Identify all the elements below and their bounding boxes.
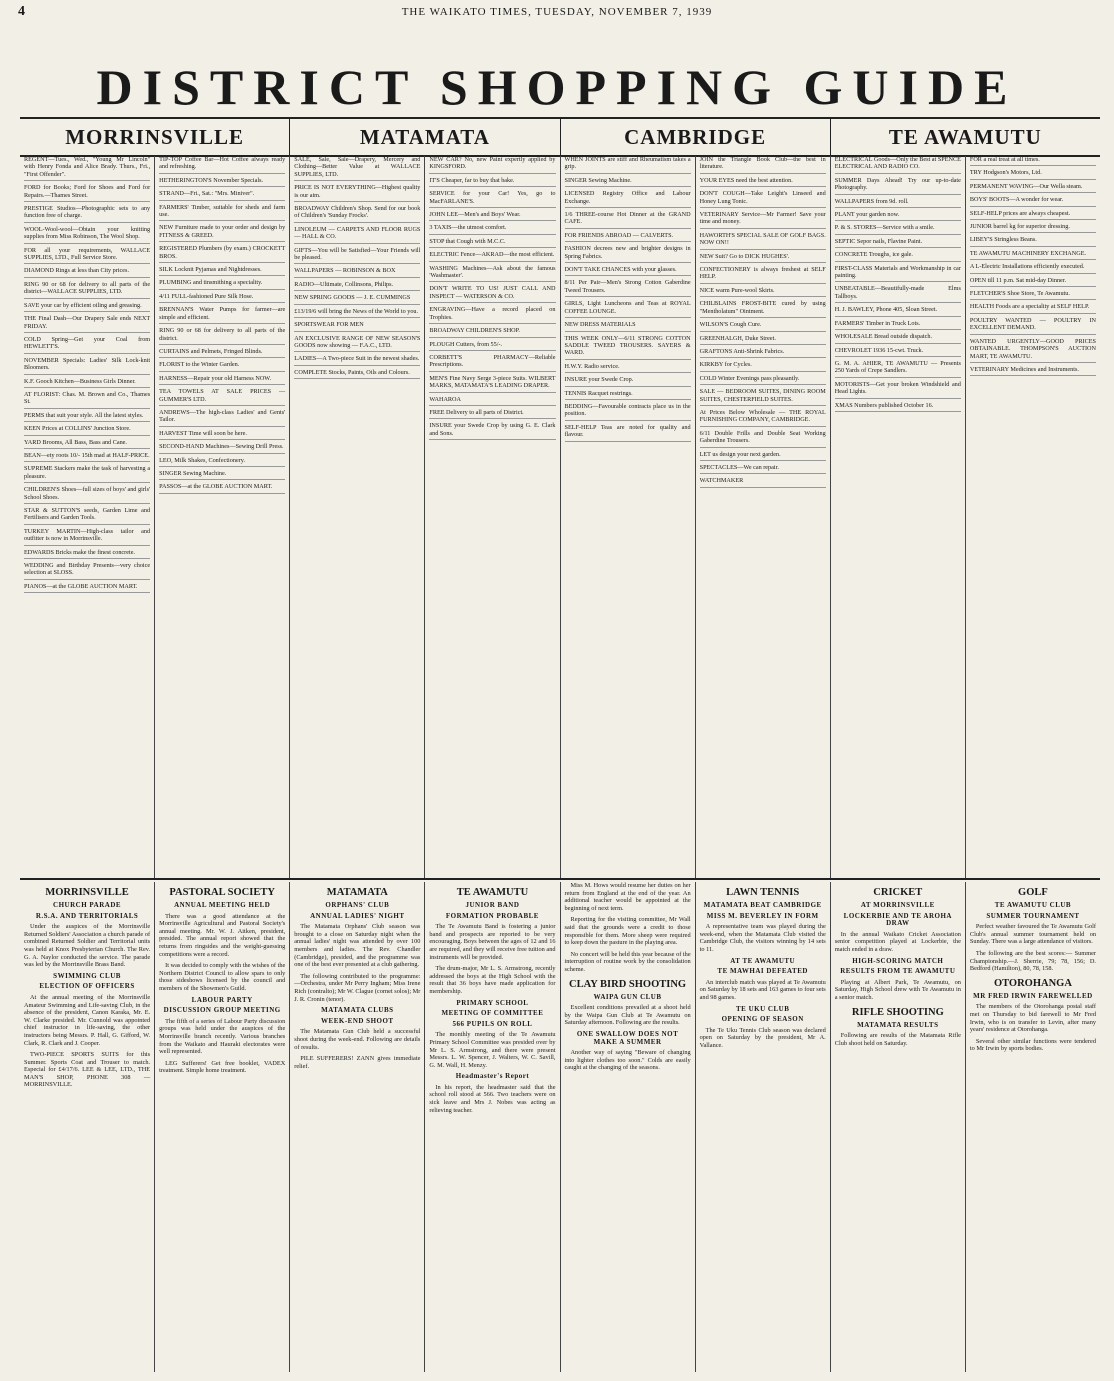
article-subheading: Headmaster's Report <box>455 1072 530 1081</box>
classified-ad: WANTED URGENTLY—GOOD PRICES OBTAINABLE. THOMPSON'S AUCTION MART, TE AWAMUTU. <box>970 338 1096 363</box>
news-column <box>696 882 831 1372</box>
article-paragraph: Perfect weather favoured the Te Awamutu Golf Club's annual summer tournament held on Sunday. There was a large attendance of visitors. <box>969 923 1096 946</box>
classified-ad: GRAFTONS Anti-Shrink Fabrics. <box>700 348 826 358</box>
classified-ad: THIS WEEK ONLY—6/11 STRONG COTTON SADDLE TWEED TROUSERS. SAYERS & WARD. <box>565 335 691 360</box>
article-subheading: MEETING OF COMMITTEE <box>441 1009 544 1018</box>
classified-ad: TENNIS Racquet restrings. <box>565 390 691 400</box>
classified-ad: SINGER Sewing Machine. <box>159 470 285 480</box>
article-subheading: AT TE AWAMUTU <box>730 956 796 965</box>
classified-ad: FREE Delivery to all parts of District. <box>429 409 555 419</box>
classified-ad: YOUR EYES need the best attention. <box>700 177 826 187</box>
classified-ad: REGENT—Tues., Wed., "Young Mr Lincoln" with Henry Fonda and Alice Brady. Thurs., Fri., "First Offender". <box>24 156 150 181</box>
classified-ad: SAVE your car by efficient oiling and greasing. <box>24 302 150 312</box>
classified-ad: WASHING Machines—Ask about the famous 'Washmaster'. <box>429 265 555 283</box>
classified-ad: G. M. A. AHIER, TE AWAMUTU — Presents 250 Yards of Crepe Sandlers. <box>835 360 961 378</box>
article-paragraph: The monthly meeting of the Te Awamutu Primary School Committee was presided over by Mr L. S. Armstrong, and there were present Messrs. L. W. Spencer, J. Walters, W. C. Savill, G. M. Wall, H. Menzy. <box>429 1031 556 1069</box>
classified-ad: ENGRAVING—Have a record placed on Trophies. <box>429 306 555 324</box>
classified-ad: WILSON'S Cough Cure. <box>700 321 826 331</box>
classified-ad: WEDDING and Birthday Presents—very choice selection at SLOSS. <box>24 562 150 580</box>
article-paragraph: At the annual meeting of the Morrinsville Amateur Swimming and Life-saving Club, in the absence of the president, Canon Karaka, Mr. E. W. Clarke presided. Mr. Cunnold was appointed chief instructor in life-saving, the other instructors being Messrs. P. Hall, G. Gifford, W. Clark, R. Clark and J. Cooper. <box>24 993 151 1047</box>
classified-ad: TE AWAMUTU MACHINERY EXCHANGE. <box>970 250 1096 260</box>
classified-ad: CHILBLAINS FROST-BITE cured by using "Mentholatum" Ointment. <box>700 300 826 318</box>
article-subheading: TE AWAMUTU CLUB <box>994 901 1072 909</box>
article-paragraph: Another way of saying "Beware of changing into lighter clothes too soon." Colds are easily caught at the changing of the seasons. <box>564 1049 691 1072</box>
classified-ad: COMPLETE Stocks, Paints, Oils and Colours. <box>294 369 420 379</box>
town-heading: MATAMATA <box>290 119 560 155</box>
classified-ad: LINOLEUM — CARPETS AND FLOOR RUGS — HALL & CO. <box>294 226 420 244</box>
article-headline: MATAMATA <box>326 887 388 898</box>
classified-ad: FLETCHER'S Shoe Store, Te Awamutu. <box>970 290 1096 300</box>
classified-ad: CURTAINS and Pelmets, Fringed Blinds. <box>159 348 285 358</box>
article-paragraph: The Matamata Orphans' Club season was brought to a close on Saturday night when the annual ladies' night was attended by over 100 members and ladies. The Rev. Chandler (Cambridge), presided, and the programme was one of the best ever presented at a club gathering. <box>294 923 421 969</box>
classified-ad: KEEN Prices at COLLINS' Junction Store. <box>24 425 150 435</box>
article-subheading: 566 PUPILS ON ROLL <box>452 1019 533 1028</box>
article-subheading: AT MORRINSVILLE <box>860 901 935 909</box>
page-header <box>0 4 1114 22</box>
classified-ad: RING 90 or 68 for delivery to all parts of the district. <box>159 327 285 345</box>
classified-ad: JOIN the Triangle Book Club—the best in literature. <box>700 156 826 174</box>
article-paragraph: Several other similar functions were tendered to Mr Irwin by sports bodies. <box>969 1037 1096 1053</box>
classified-ad: JUNIOR barrel kg for superior dressing. <box>970 223 1096 233</box>
classified-ad: GIFTS—You will be Satisfied—Your Friends will be pleased. <box>294 247 420 265</box>
article-paragraph: The following contributed to the programme:—Orchestra, under Mr Perry Ingham; Miss Irene Rich (contralto); Mr W. Clague (cornet solos); Mr J. R. Cronin (tenor). <box>294 972 421 1003</box>
classified-ad: CHILDREN'S Shoes—full sizes of boys' and girls' School Shoes. <box>24 486 150 504</box>
town-heading: TE AWAMUTU <box>888 125 1042 149</box>
article-headline: GOLF <box>1018 887 1048 898</box>
news-section <box>20 882 1100 1372</box>
classified-ad: WATCHMAKER <box>700 477 826 487</box>
ad-column <box>425 156 560 878</box>
article-paragraph: Playing at Albert Park, Te Awamutu, on Saturday, High School drew with Te Awamutu in a senior match. <box>834 978 961 1001</box>
article-paragraph: The fifth of a series of Labour Party discussion groups was held under the auspices of the Morrinsville branch recently. Various branches from the Waikato and Hauraki electorates were well represented. <box>159 1017 286 1056</box>
masthead: THE WAIKATO TIMES, TUESDAY, NOVEMBER 7, 1939 <box>401 6 713 18</box>
classified-ad: HETHERINGTON'S November Specials. <box>159 177 285 187</box>
article-paragraph: LEG Sufferers! Get free booklet, VADEX treatment. Simple home treatment. <box>159 1059 286 1075</box>
classified-ad: PLANT your garden now. <box>835 211 961 221</box>
classified-ad: DON'T WRITE TO US! JUST CALL AND INSPECT — WATERSON & CO. <box>429 285 555 303</box>
classified-ad: TRY Hodgson's Motors, Ltd. <box>970 169 1096 179</box>
classified-ad: OPEN till 11 p.m. Sat mid-day Dinner. <box>970 277 1096 287</box>
article-paragraph: PILE SUFFERERS! ZANN gives immediate relief. <box>294 1055 421 1070</box>
classified-ad: LEO, Milk Shakes, Confectionery. <box>159 457 285 467</box>
article-subheading: LOCKERBIE AND TE AROHA DRAW <box>843 911 952 928</box>
article-subheading: ORPHANS' CLUB <box>325 901 390 909</box>
ad-column <box>831 156 966 878</box>
classified-ad: MOTORISTS—Get your broken Windshield and Head Lights. <box>835 381 961 399</box>
classified-ad: FARMERS' Timber in Truck Lots. <box>835 320 961 330</box>
classified-ad: PERMANENT WAVING—Our Wella steam. <box>970 183 1096 193</box>
page-number: 4 <box>18 4 25 19</box>
classified-ad: SPECTACLES—We can repair. <box>700 464 826 474</box>
classified-ad: VETERINARY Medicines and Instruments. <box>970 366 1096 376</box>
classified-ad: COLD Spring—Get your Coal from HEWLETT'S. <box>24 336 150 354</box>
classified-ad: SELF-HELP prices are always cheapest. <box>970 210 1096 220</box>
article-subheading: ANNUAL LADIES' NIGHT <box>310 911 405 920</box>
page-banner: DISTRICT SHOPPING GUIDE <box>96 59 1018 115</box>
classified-ad: 4/11 FULL-fashioned Pure Silk Hose. <box>159 293 285 303</box>
classified-ad: ELECTRIC Fence—AKRAD—the most efficient. <box>429 251 555 261</box>
article-headline: OTOROHANGA <box>993 977 1072 989</box>
classified-ad: HAWORTH'S SPECIAL SALE OF GOLF BAGS. NOW ON!! <box>700 232 826 250</box>
article-headline: RIFLE SHOOTING <box>851 1006 944 1018</box>
classified-ad: NEW SPRING GOODS — J. E. CUMMINGS <box>294 294 420 304</box>
classified-ad: EDWARDS Bricks make the finest concrete. <box>24 549 150 559</box>
classified-ad: PLUMBING and tinsmithing a speciality. <box>159 279 285 289</box>
classified-ad: REGISTERED Plumbers (by exam.) CROCKETT BROS. <box>159 245 285 263</box>
classified-ad: SALE, Sale, Sale—Drapery, Mercery and Clothing—Better Value at WALLACE SUPPLIES, LTD. <box>294 156 420 181</box>
classified-ad: At Prices Below Wholesale — THE ROYAL FURNISHING COMPANY, CAMBRIDGE. <box>700 409 826 427</box>
classified-ad: LICENSED Registry Office and Labour Exchange. <box>565 190 691 208</box>
classified-ad: TEA TOWELS AT SALE PRICES — GUMMER'S LTD. <box>159 388 285 406</box>
classified-ad: FLORIST to the Winter Garden. <box>159 361 285 371</box>
classified-ads-grid <box>20 156 1100 880</box>
ad-column <box>966 156 1100 878</box>
article-paragraph: In his report, the headmaster said that the school roll stood at 566. Two teachers were on sick leave and Mrs J. Nobes was acting as relieving teacher. <box>429 1083 556 1114</box>
classified-ad: CORBETT'S PHARMACY—Reliable Prescriptions. <box>429 354 555 372</box>
article-paragraph: The following are the best scores:— Summer Championship.—J. Sherrie, 79; 78, 156; D. Bedford (Hamilton), 80, 78, 158. <box>969 949 1096 973</box>
article-paragraph: The drum-major, Mr L. S. Armstrong, recently addressed the boys at the High School with the result that 36 boys have made application for membership. <box>429 965 556 995</box>
classified-ad: SUPREME Stackers make the task of harvesting a pleasure. <box>24 465 150 483</box>
article-paragraph: The Te Awamutu Band is fostering a junior band and prospects are reported to be very encouraging. Boys between the ages of 12 and 16 are required, and they will receive free tuition and instruments will be provided. <box>429 923 556 961</box>
article-subheading: MATAMATA BEAT CAMBRIDGE <box>703 901 822 909</box>
article-paragraph: No concert will be held this year because of the interruption of routine work by the consolidation scheme. <box>564 950 691 973</box>
news-column <box>425 882 560 1372</box>
article-paragraph: Following are results of the Matamata Rifle Club shoot held on Saturday. <box>834 1032 961 1047</box>
classified-ad: NEW DRESS MATERIALS <box>565 321 691 331</box>
classified-ad: BRENNAN'S Water Pumps for farmer—are simple and efficient. <box>159 306 285 324</box>
article-subheading: WAIPA GUN CLUB <box>593 992 662 1001</box>
article-subheading: SUMMER TOURNAMENT <box>986 911 1080 920</box>
classified-ad: WAHAROA <box>429 396 555 406</box>
article-headline: PASTORAL SOCIETY <box>169 887 275 898</box>
classified-ad: STRAND—Fri., Sat.: "Mrs. Miniver". <box>159 190 285 200</box>
article-headline: TE AWAMUTU <box>456 887 529 898</box>
article-subheading: MR FRED IRWIN FAREWELLED <box>973 991 1093 1000</box>
classified-ad: WHEN JOINTS are stiff and Rheumatism takes a grip. <box>565 156 691 174</box>
classified-ad: HARNESS—Repair your old Harness NOW. <box>159 375 285 385</box>
article-paragraph: The members of the Otorohanga postal staff met on Thursday to bid farewell to Mr Fred Irwin, who is on transfer to Levin, after many years' residence at Otorohanga. <box>969 1003 1096 1034</box>
article-headline: MORRINSVILLE <box>45 887 129 898</box>
article-headline: CRICKET <box>873 887 923 898</box>
classified-ad: SALE — BEDROOM SUITES, DINING ROOM SUITES, CHESTERFIELD SUITES. <box>700 388 826 406</box>
article-paragraph: There was a good attendance at the Morrinsville Agricultural and Pastoral Society's annual meeting. Mr. W. J. Aitken, president, presided. The annual report showed that the returns from ringsides and the weight-guessing competitions were a record. <box>159 912 286 958</box>
classified-ad: COLD Winter Evenings pass pleasantly. <box>700 375 826 385</box>
classified-ad: BOYS' BOOTS—A wonder for wear. <box>970 196 1096 206</box>
classified-ad: PRICE IS NOT EVERYTHING—Highest quality is our aim. <box>294 184 420 202</box>
article-subheading: ANNUAL MEETING HELD <box>174 901 271 909</box>
article-subheading: SWIMMING CLUB <box>53 971 121 980</box>
classified-ad: CONCRETE Troughs, ice gale. <box>835 251 961 261</box>
classified-ad: NOVEMBER Specials: Ladies' Silk Lock-knit Bloomers. <box>24 357 150 375</box>
article-paragraph: TWO-PIECE SPORTS SUITS for this Summer. Sports Coat and Trouser to match. Especial for £4/17/6. LEE & LEE, LTD., THE MAN'S SHOP, PHONE 308 — MORRINSVILLE. <box>24 1051 151 1089</box>
classified-ad: INSURE your Swede Crop by using G. E. Clark and Sons. <box>429 422 555 440</box>
news-column <box>20 882 155 1372</box>
classified-ad: K.F. Gooch Kitchen—Business Girls Dinner. <box>24 378 150 388</box>
ad-column <box>155 156 290 878</box>
classified-ad: SERVICE for your Car! Yes, go to MacFARLANE'S. <box>429 190 555 208</box>
classified-ad: TIP-TOP Coffee Bar—Hot Coffee always ready and refreshing. <box>159 156 285 174</box>
classified-ad: XMAS Numbers published October 16. <box>835 402 961 412</box>
classified-ad: 3 TAXIS—the utmost comfort. <box>429 224 555 234</box>
classified-ad: IT'S Cheaper, far to buy that bake. <box>429 177 555 187</box>
classified-ad: NEW Furniture made to your order and design by FITNESS & GREED. <box>159 224 285 242</box>
article-subheading: ONE SWALLOW DOES NOT MAKE A SUMMER <box>576 1029 679 1046</box>
article-subheading: PRIMARY SCHOOL <box>456 998 529 1007</box>
article-subheading: JUNIOR BAND <box>465 901 520 909</box>
classified-ad: HARVEST Time will soon be here. <box>159 430 285 440</box>
article-paragraph: Reporting for the visiting committee, Mr Wall said that the grounds were a credit to those responsible for them. More sheep were required to keep down the pasture in the playing area. <box>564 916 691 947</box>
classified-ad: ELECTRICAL Goods—Only the Best at SPENCE ELECTRICAL AND RADIO CO. <box>835 156 961 174</box>
classified-ad: LADIES—A Two-piece Suit in the newest shades. <box>294 355 420 365</box>
classified-ad: P. & S. STORES—Service with a smile. <box>835 224 961 234</box>
classified-ad: ANDREWS—The high-class Ladies' and Gents' Tailor. <box>159 409 285 427</box>
classified-ad: BROADWAY CHILDREN'S SHOP. <box>429 327 555 337</box>
article-paragraph: Under the auspices of the Morrinsville Returned Soldiers' Association a church parade of combined Returned Soldier and Territorial units was held at Knox Presbyterian Church. The Rev. G. A. Naylor conducted the service. The parade was led by the Morrinsville Brass Band. <box>24 923 151 969</box>
classified-ad: PERMS that suit your style. All the latest styles. <box>24 412 150 422</box>
classified-ad: JOHN LEE—Men's and Boys' Wear. <box>429 211 555 221</box>
article-paragraph: The Te Uku Tennis Club season was declared open on Saturday by the president, Mr A. Vallance. <box>699 1026 826 1049</box>
article-paragraph: It was decided to comply with the wishes of the Northern District Council to allow spars to only those sideshows licensed by the council and members of the Showmen's Guild. <box>159 962 286 992</box>
classified-ad: INSURE your Swede Crop. <box>565 376 691 386</box>
article-subheading: LABOUR PARTY <box>191 995 253 1004</box>
news-column <box>155 882 290 1372</box>
classified-ad: FOR all your requirements, WALLACE SUPPLIES, LTD., Full Service Store. <box>24 247 150 265</box>
article-subheading: MISS M. BEVERLEY IN FORM <box>706 911 819 920</box>
town-headings <box>20 117 1100 157</box>
classified-ad: MEN'S Fine Navy Serge 3-piece Suits. WILBERT MARKS, MATAMATA'S LEADING DRAPER. <box>429 375 555 393</box>
classified-ad: NEW CAR? No, new Paint expertly applied by KINGSFORD. <box>429 156 555 174</box>
article-subheading: MATAMATA CLUBS <box>321 1006 394 1015</box>
classified-ad: FOR a real treat at all times. <box>970 156 1096 166</box>
classified-ad: AT FLORIST: Chas. M. Brown and Co., Thames St. <box>24 391 150 409</box>
article-subheading: ELECTION OF OFFICERS <box>39 982 135 991</box>
article-paragraph: A representative team was played during the week-end, when the Matamata Club visited the Cambridge Club, the visitors winning by 14 sets to 11. <box>699 923 826 953</box>
article-subheading: MATAMATA RESULTS <box>857 1020 939 1029</box>
classified-ad: UNBEATABLE—Beautifully-made Elms Tallboys. <box>835 285 961 303</box>
classified-ad: H.W.Y. Radio service. <box>565 363 691 373</box>
classified-ad: PLOUGH Cutters, from 55/-. <box>429 341 555 351</box>
classified-ad: GREENHALGH, Duke Street. <box>700 335 826 345</box>
article-subheading: WEEK-END SHOOT <box>321 1016 394 1025</box>
classified-ad: SPORTSWEAR FOR MEN <box>294 321 420 331</box>
classified-ad: SILK Locknit Pyjamas and Nightdresses. <box>159 266 285 276</box>
article-subheading: R.S.A. AND TERRITORIALS <box>35 911 139 920</box>
classified-ad: TURKEY MARTIN—High-class tailor and outfitter is now in Morrinsville. <box>24 528 150 546</box>
classified-ad: GIRLS, Light Luncheons and Teas at ROYAL COFFEE LOUNGE. <box>565 300 691 318</box>
article-paragraph: The Matamata Gun Club held a successful shoot during the week-end. Following are details of results. <box>294 1028 421 1051</box>
ad-column <box>20 156 155 878</box>
classified-ad: 8/11 Per Pair—Men's Strong Cotton Gaberdine Tweed Trousers. <box>565 279 691 297</box>
classified-ad: SECOND-HAND Machines—Sewing Drill Press. <box>159 443 285 453</box>
classified-ad: DIAMOND Rings at less than City prices. <box>24 267 150 277</box>
ad-column <box>561 156 696 878</box>
article-subheading: TE MAWHAI DEFEATED <box>717 967 808 976</box>
classified-ad: SEPTIC Sepor nails, Flavine Paint. <box>835 238 961 248</box>
classified-ad: FARMERS' Timber, suitable for sheds and farm use. <box>159 204 285 222</box>
classified-ad: YARD Brooms, All Bass, Bass and Cane. <box>24 439 150 449</box>
classified-ad: LET us design your next garden. <box>700 451 826 461</box>
classified-ad: LIBEY'S Stringless Beans. <box>970 236 1096 246</box>
news-column <box>290 882 425 1372</box>
classified-ad: RADIO—Ultimate, Collinsons, Philips. <box>294 281 420 291</box>
classified-ad: DON'T COUGH—Take Leight's Linseed and Honey Lung Tonic. <box>700 190 826 208</box>
classified-ad: FASHION decrees new and brighter designs in Spring Fabrics. <box>565 245 691 263</box>
classified-ad: 1/6 THREE-course Hot Dinner at the GRAND CAFE. <box>565 211 691 229</box>
classified-ad: RING 90 or 68 for delivery to all parts of the district—WALLACE SUPPLIES, LTD. <box>24 281 150 299</box>
classified-ad: DON'T TAKE CHANCES with your glasses. <box>565 266 691 276</box>
article-paragraph: An interclub match was played at Te Awamutu on Saturday by 18 sets and 163 games to four sets and 98 games. <box>699 978 826 1001</box>
news-column <box>561 882 696 1372</box>
classified-ad: POULTRY WANTED — POULTRY IN EXCELLENT DEMAND. <box>970 317 1096 335</box>
article-headline: CLAY BIRD SHOOTING <box>569 978 687 990</box>
classified-ad: WALLPAPERS — ROBINSON & BOX <box>294 267 420 277</box>
classified-ad: PRESTIGE Studios—Photographic sets to any function free of charge. <box>24 205 150 223</box>
classified-ad: BROADWAY Children's Shop. Send for our book of Children's 'Sunday Frocks'. <box>294 205 420 223</box>
classified-ad: FOR FRIENDS ABROAD — CALVERTS. <box>565 232 691 242</box>
classified-ad: WHOLESALE Bread outside dispatch. <box>835 333 961 343</box>
article-subheading: OPENING OF SEASON <box>721 1015 804 1024</box>
classified-ad: 6/11 Double Frills and Double Seat Working Gaberdine Trousers. <box>700 430 826 448</box>
classified-ad: CONFECTIONERY is always freshest at SELF HELP. <box>700 266 826 284</box>
classified-ad: H. J. BAWLEY, Phone 405, Sloan Street. <box>835 306 961 316</box>
article-headline: LAWN TENNIS <box>726 887 800 898</box>
town-heading: CAMBRIDGE <box>561 119 831 155</box>
classified-ad: FIRST-CLASS Materials and Workmanship in car painting. <box>835 265 961 283</box>
town-heading: MORRINSVILLE <box>20 119 290 155</box>
article-subheading: TE UKU CLUB <box>736 1004 790 1013</box>
classified-ad: HEALTH Foods are a speciality at SELF HELP. <box>970 303 1096 313</box>
article-subheading: FORMATION PROBABLE <box>445 911 539 920</box>
classified-ad: AN EXCLUSIVE RANGE OF NEW SEASON'S GOODS now showing — F.A.C., LTD. <box>294 335 420 353</box>
classified-ad: THE Final Dash—Our Drapery Sale ends NEXT FRIDAY. <box>24 315 150 333</box>
classified-ad: FORD for Books; Ford for Shoes and Ford for Repairs.—Thames Street. <box>24 184 150 202</box>
article-subheading: HIGH-SCORING MATCH <box>852 956 944 965</box>
classified-ad: VETERINARY Service—Mr Farmer! Save your time and money. <box>700 211 826 229</box>
article-subheading: RESULTS FROM TE AWAMUTU <box>840 967 956 976</box>
article-paragraph: In the annual Waikato Cricket Association senior competition played at Lockerbie, the match ended in a draw. <box>834 930 961 953</box>
classified-ad: A L-Electric Installations efficiently executed. <box>970 263 1096 273</box>
classified-ad: SELF-HELP Teas are noted for quality and flavour. <box>565 424 691 442</box>
classified-ad: WALLPAPERS from 9d. roll. <box>835 198 961 208</box>
classified-ad: SUMMER Days Ahead! Try our up-to-date Photography. <box>835 177 961 195</box>
classified-ad: NEW Suit? Go to DICK HUGHES'. <box>700 253 826 263</box>
article-paragraph: Miss M. Hows would resume her duties on her return from England at the end of the year. An additional teacher would be appointed at the beginning of next term. <box>564 882 691 912</box>
classified-ad: WOOL-Wool-wool—Obtain your knitting supplies from Miss Robinson, The Wool Shop. <box>24 226 150 244</box>
news-column <box>966 882 1100 1372</box>
classified-ad: £13/19/6 will bring the News of the World to you. <box>294 308 420 318</box>
classified-ad: STOP that Cough with M.C.C. <box>429 238 555 248</box>
article-subheading: DISCUSSION GROUP MEETING <box>163 1006 281 1015</box>
classified-ad: STAR & SUTTON'S seeds, Garden Lime and Fertilisers and Garden Tools. <box>24 507 150 525</box>
classified-ad: PASSOS—at the GLOBE AUCTION MART. <box>159 483 285 493</box>
article-subheading: CHURCH PARADE <box>53 901 122 909</box>
ad-column <box>290 156 425 878</box>
classified-ad: SINGER Sewing Machine. <box>565 177 691 187</box>
classified-ad: PIANOS—at the GLOBE AUCTION MART. <box>24 583 150 593</box>
classified-ad: BEDDING—Favourable contracts place us in the position. <box>565 403 691 421</box>
classified-ad: KIRKBY for Cycles. <box>700 361 826 371</box>
classified-ad: NICE warm Pure-wool Skirts. <box>700 287 826 297</box>
ad-column <box>696 156 831 878</box>
classified-ad: CHEVROLET 1936 15-cwt. Truck. <box>835 347 961 357</box>
classified-ad: BEAN—ety roots 10/- 15th mad at HALF-PRICE. <box>24 452 150 462</box>
article-paragraph: Excellent conditions prevailed at a shoot held by the Waipa Gun Club at Te Awamutu on Saturday afternoon. Following are the results. <box>564 1004 691 1027</box>
news-column <box>831 882 966 1372</box>
